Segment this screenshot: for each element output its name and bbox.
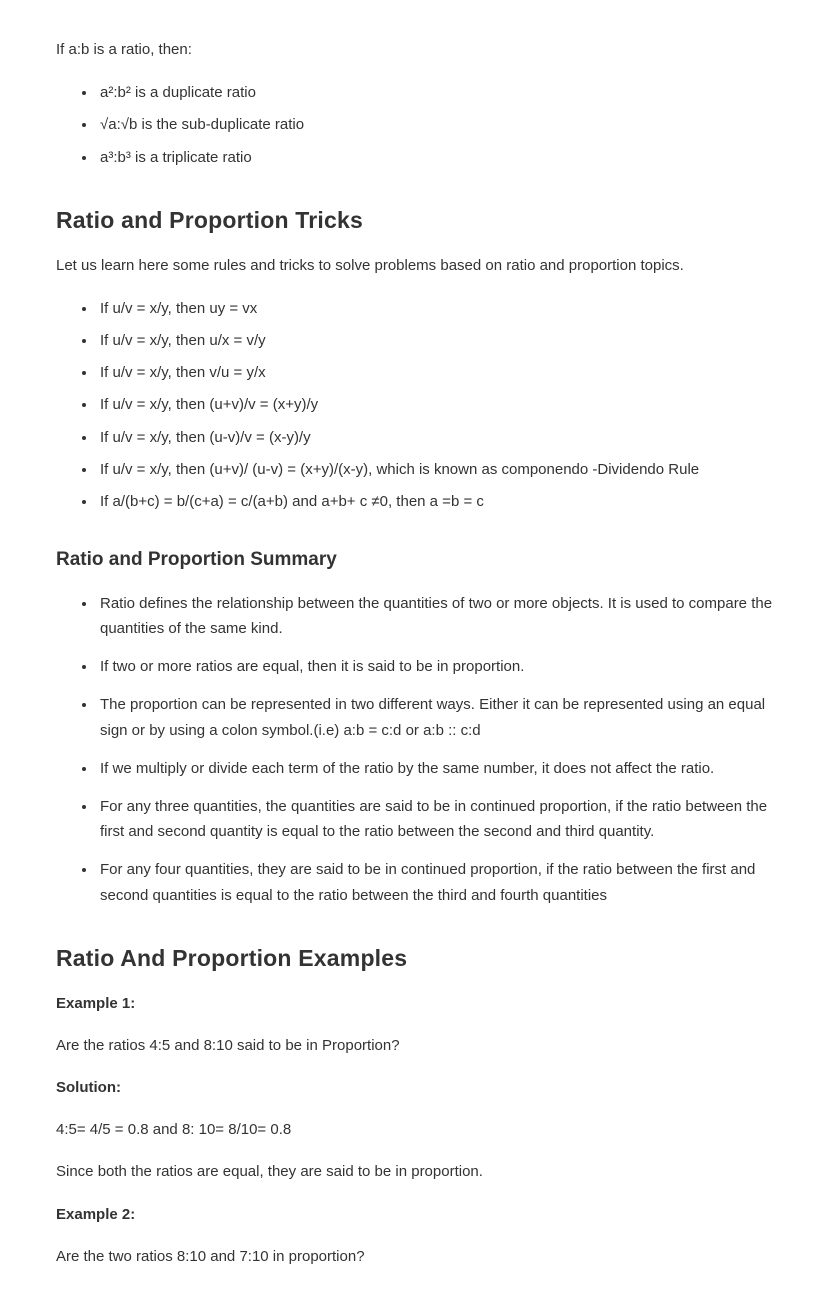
example2-label: Example 2: (56, 1205, 136, 1223)
list-item: • If two or more ratios are equal, then it is said to be in proportion. (97, 654, 776, 679)
examples-section-heading: Ratio And Proportion Examples (56, 944, 408, 971)
intro-lead: If a:b is a ratio, then: (56, 41, 192, 58)
tricks-list (56, 296, 776, 514)
list-item: • If u/v = x/y, then uy = vx (97, 296, 776, 321)
list-item: • If u/v = x/y, then (u+v)/ (u-v) = (x+y)/(x-y), which is known as componendo -Dividendo Rule (97, 457, 776, 482)
tricks-lead: Let us learn here some rules and tricks to solve problems based on ratio and proportion topics. (56, 256, 684, 274)
summary-section-heading: Ratio and Proportion Summary (56, 549, 337, 571)
list-item: • a²:b² is a duplicate ratio (97, 80, 776, 105)
list-item: • If u/v = x/y, then u/x = v/y (97, 328, 776, 353)
list-item: • a³:b³ is a triplicate ratio (97, 145, 776, 170)
list-item: • For any three quantities, the quantities are said to be in continued proportion, if the ratio between the first and second quantity is equal to the ratio between the second and third quantity. (97, 794, 776, 844)
list-item: • If u/v = x/y, then v/u = y/x (97, 360, 776, 385)
example1-question: Are the ratios 4:5 and 8:10 said to be in Proportion? (56, 1036, 400, 1054)
list-item: • The proportion can be represented in two different ways. Either it can be represented using an equal sign or by using a colon symbol.(i.e) a:b = c:d or a:b :: c:d (97, 692, 776, 742)
solution-calculation: 4:5= 4/5 = 0.8 and 8: 10= 8/10= 0.8 (56, 1121, 292, 1139)
example1-label: Example 1: (56, 994, 136, 1012)
list-item: • If u/v = x/y, then (u-v)/v = (x-y)/y (97, 425, 776, 450)
list-item: • √a:√b is the sub-duplicate ratio (97, 112, 776, 137)
list-item: • If u/v = x/y, then (u+v)/v = (x+y)/y (97, 392, 776, 417)
list-item: • If we multiply or divide each term of the ratio by the same number, it does not affect the ratio. (97, 756, 776, 781)
list-item: • If a/(b+c) = b/(c+a) = c/(a+b) and a+b+ c ≠0, then a =b = c (97, 489, 776, 514)
solution-label: Solution: (56, 1078, 121, 1096)
intro-list (56, 80, 776, 170)
list-item: • Ratio defines the relationship between the quantities of two or more objects. It is used to compare the quantities of the same kind. (97, 591, 776, 641)
solution-conclusion: Since both the ratios are equal, they are said to be in proportion. (56, 1163, 483, 1181)
list-item: • For any four quantities, they are said to be in continued proportion, if the ratio between the first and second quantities is equal to the ratio between the third and fourth quantities (97, 857, 776, 907)
summary-list (56, 591, 776, 908)
example2-question: Are the two ratios 8:10 and 7:10 in proportion? (56, 1247, 365, 1265)
tricks-section-heading: Ratio and Proportion Tricks (56, 206, 363, 233)
